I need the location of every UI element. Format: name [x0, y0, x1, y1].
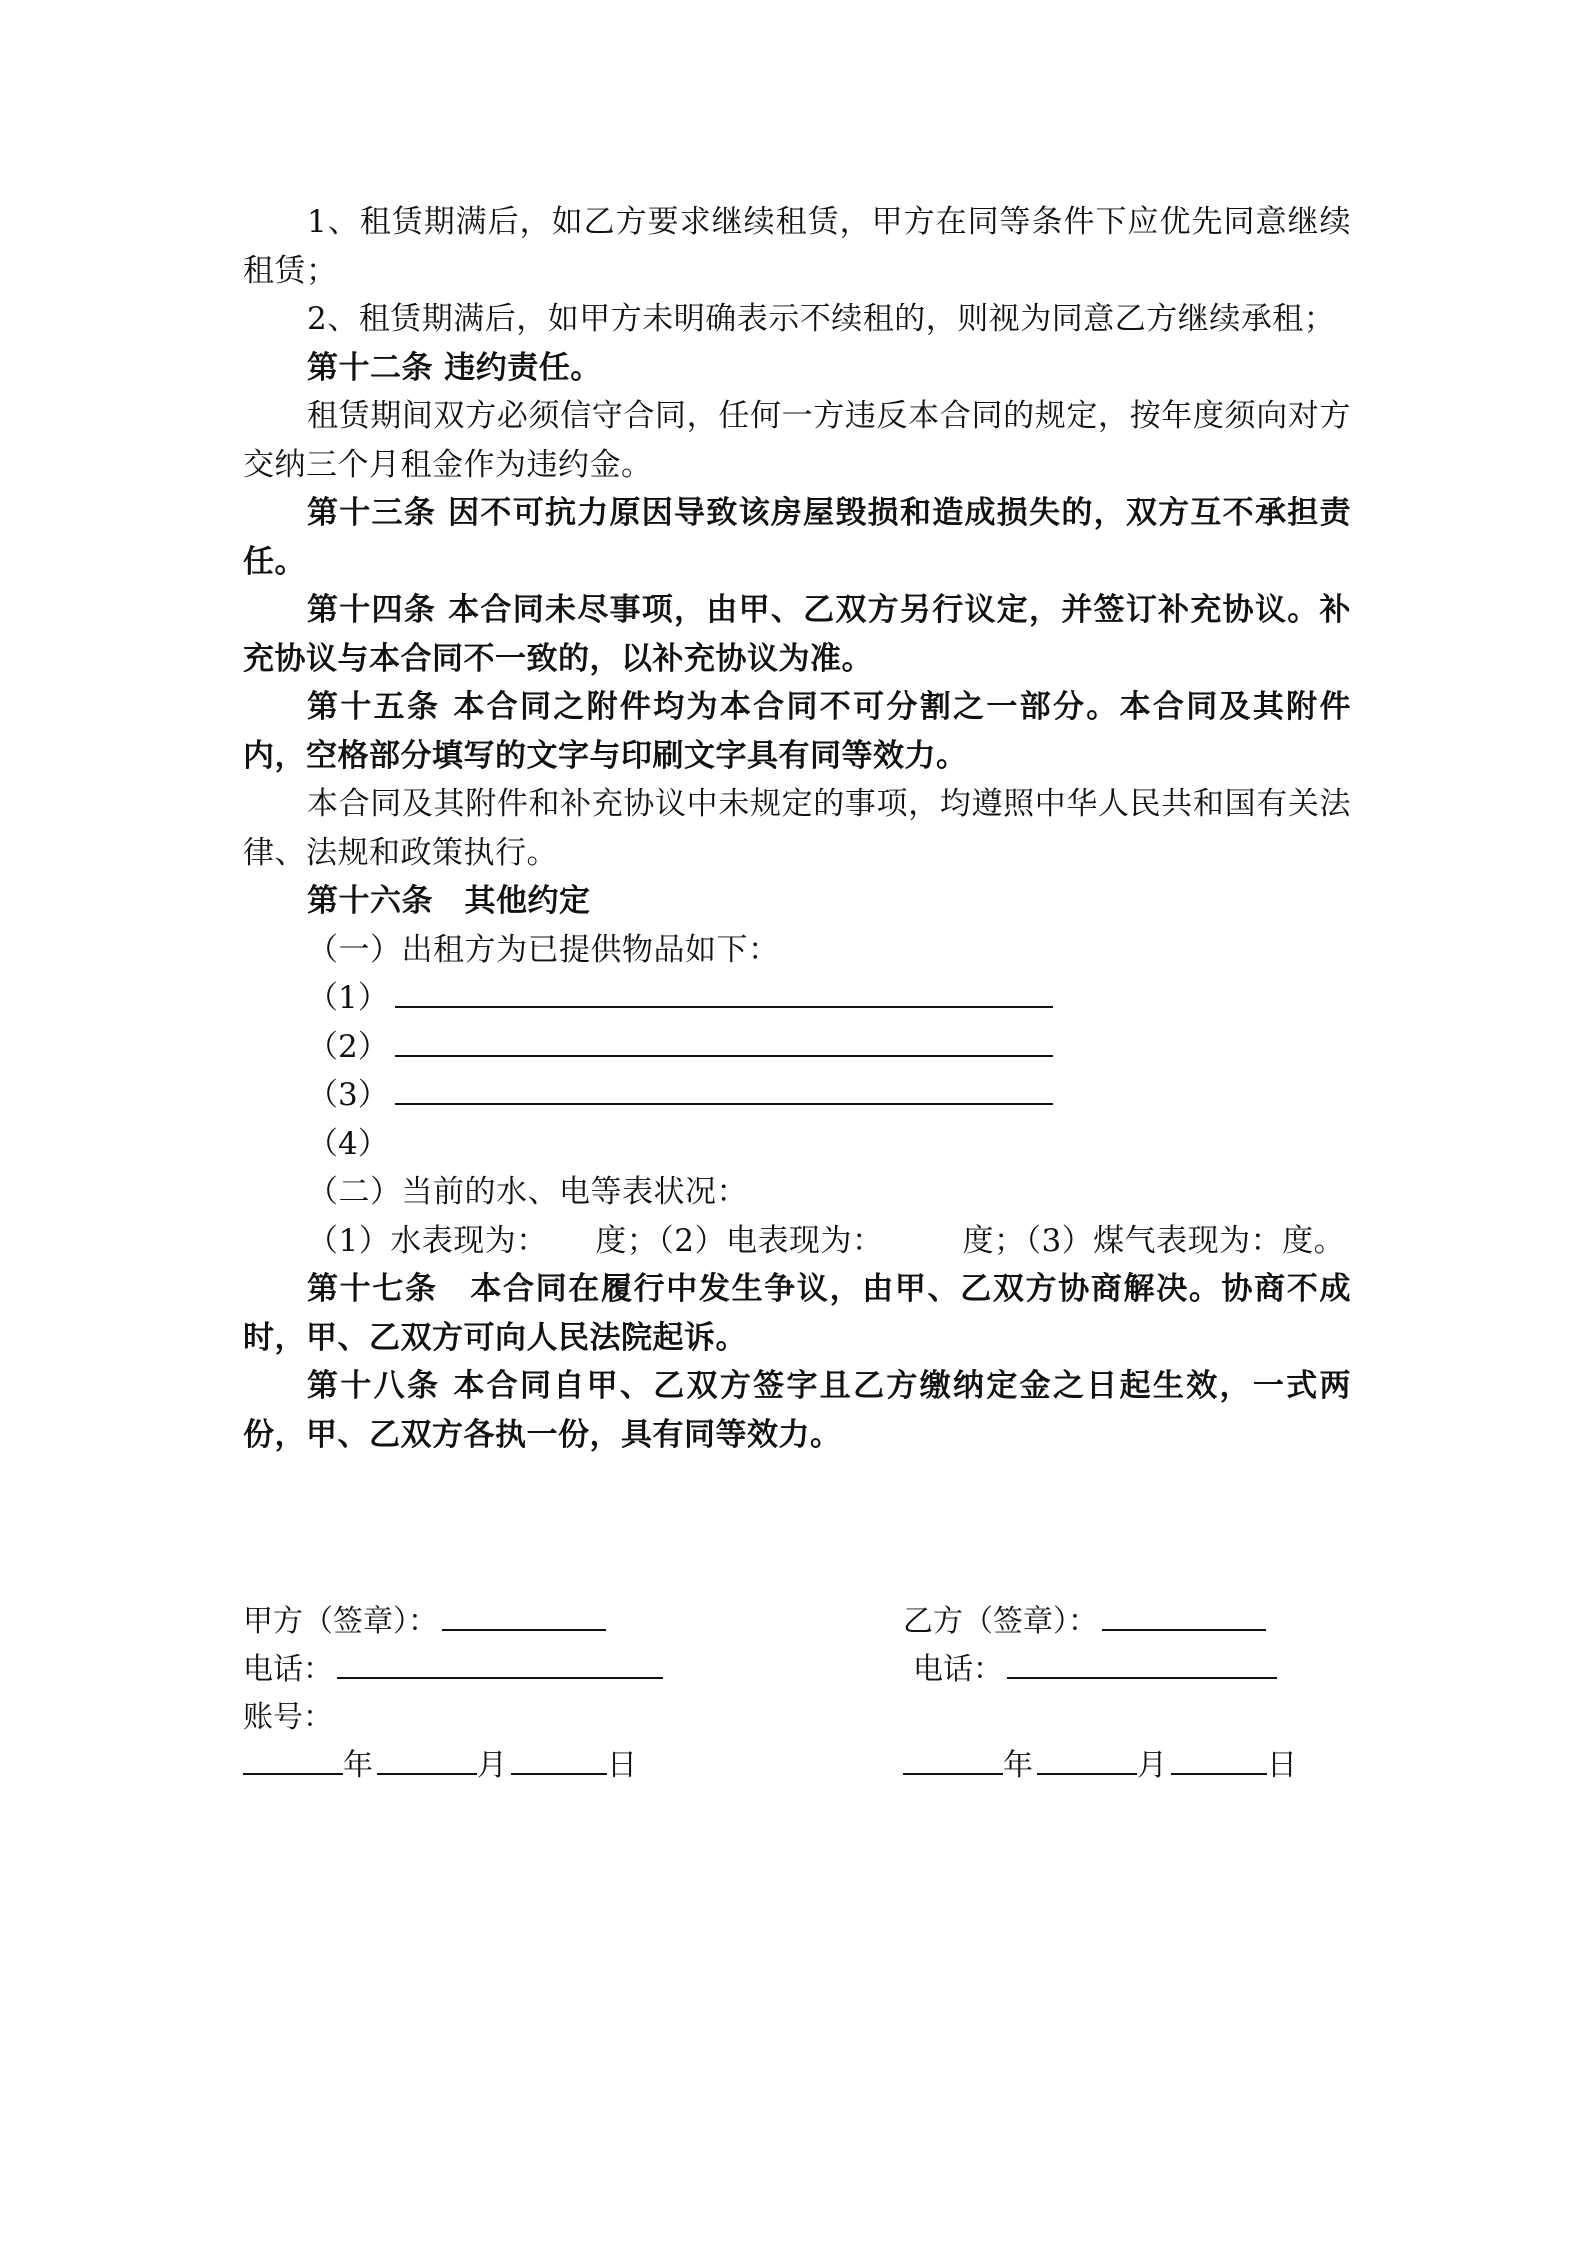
fill-in-blank [395, 1025, 1053, 1057]
party-b-year-blank [903, 1743, 1003, 1775]
fill-in-blank [395, 976, 1053, 1008]
year-label: 年 [343, 1748, 373, 1783]
party-a-signature-blank [442, 1599, 606, 1631]
account-row [243, 1694, 1351, 1742]
party-a-phone-blank [337, 1647, 663, 1679]
party-b-phone-blank [1007, 1647, 1277, 1679]
phone-row [243, 1646, 1351, 1694]
provided-item-2 [243, 1023, 1351, 1072]
party-a-label: 甲方（签章）： [243, 1604, 438, 1639]
provided-item-1 [243, 974, 1351, 1023]
article-12-heading: 第十二条 违约责任。 [307, 349, 602, 386]
clause-renewal-priority: 1、租赁期满后，如乙方要求继续租赁，甲方在同等条件下应优先同意继续租赁； [243, 204, 1351, 289]
signature-row [243, 1598, 1351, 1646]
party-b-phone-label: 电话： [913, 1652, 1003, 1687]
month-label: 月 [477, 1748, 507, 1783]
article-15-supplement: 本合同及其附件和补充协议中未规定的事项，均遵照中华人民共和国有关法律、法规和政策执行。 [243, 786, 1351, 871]
meters-readings: （1）水表现为： 度；（2）电表现为： 度；（3）煤气表现为：度。 [307, 1222, 1346, 1259]
article-15: 第十五条 本合同之附件均为本合同不可分割之一部分。本合同及其附件内，空格部分填写的文字与印刷文字具有同等效力。 [243, 689, 1351, 774]
fill-in-blank [395, 1073, 1053, 1105]
party-b-day-blank [1171, 1743, 1267, 1775]
item-number: （1） [307, 980, 389, 1016]
party-a-month-blank [377, 1743, 477, 1775]
party-a-phone-label: 电话： [243, 1652, 333, 1687]
provided-items-heading: （一）出租方为已提供物品如下： [307, 931, 780, 968]
article-13: 第十三条 因不可抗力原因导致该房屋毁损和造成损失的，双方互不承担责任。 [243, 495, 1351, 580]
month-label: 月 [1137, 1748, 1167, 1783]
article-18: 第十八条 本合同自甲、乙双方签字且乙方缴纳定金之日起生效，一式两份，甲、乙双方各执一份，具有同等效力。 [243, 1368, 1351, 1453]
day-label: 日 [1267, 1748, 1297, 1783]
party-a-year-blank [243, 1743, 343, 1775]
item-number: （2） [307, 1028, 389, 1065]
article-16-heading: 第十六条 其他约定 [307, 883, 591, 919]
party-a-day-blank [511, 1743, 607, 1775]
party-b-signature-blank [1102, 1599, 1266, 1631]
meters-heading: （二）当前的水、电等表状况： [307, 1174, 748, 1210]
provided-item-3 [243, 1071, 1351, 1120]
clause-renewal-default: 2、租赁期满后，如甲方未明确表示不续租的，则视为同意乙方继续承租； [307, 301, 1336, 337]
provided-item-4 [243, 1120, 1351, 1169]
article-12-body: 租赁期间双方必须信守合同，任何一方违反本合同的规定，按年度须向对方交纳三个月租金作为违约金。 [243, 398, 1351, 483]
contract-body [243, 198, 1351, 1459]
article-17: 第十七条 本合同在履行中发生争议，由甲、乙双方协商解决。协商不成时，甲、乙双方可向人民法院起诉。 [243, 1271, 1351, 1356]
item-number: （3） [307, 1077, 389, 1113]
party-b-label: 乙方（签章）： [903, 1604, 1098, 1639]
party-b-month-blank [1037, 1743, 1137, 1775]
account-label: 账号： [243, 1700, 333, 1735]
day-label: 日 [607, 1748, 637, 1783]
article-14: 第十四条 本合同未尽事项，由甲、乙双方另行议定，并签订补充协议。补充协议与本合同不一致的，以补充协议为准。 [243, 592, 1351, 677]
year-label: 年 [1003, 1748, 1033, 1783]
date-row [243, 1742, 1351, 1790]
item-number: （4） [307, 1125, 389, 1162]
signature-block [243, 1598, 1351, 1790]
